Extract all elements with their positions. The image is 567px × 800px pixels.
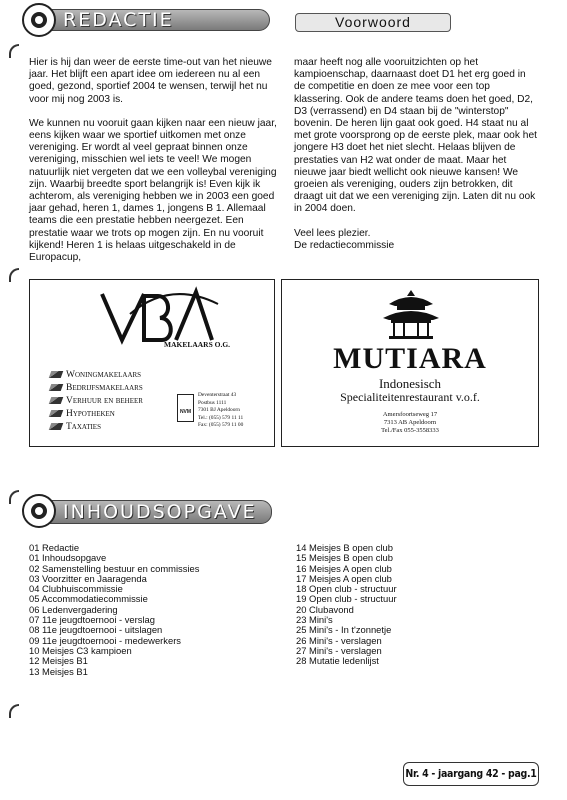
volleyball-icon xyxy=(22,3,56,37)
service-label: Hypotheken xyxy=(66,408,115,419)
address-line: 7313 AB Apeldoorn xyxy=(383,419,437,426)
toc-item: 01 Redactie xyxy=(29,542,80,553)
volleyball-icon xyxy=(22,494,56,528)
toc-item: 23 Mini's xyxy=(296,614,333,626)
list-item xyxy=(50,394,143,407)
address-line: Fax: (055) 579 11 00 xyxy=(198,422,244,428)
toc-item: 10 Meisjes C3 kampioen xyxy=(29,644,132,656)
nvm-label: NVM xyxy=(179,409,192,415)
bullet-icon xyxy=(49,371,64,378)
toc-item: 05 Accommodatiecommissie xyxy=(29,593,148,605)
service-label: Woningmakelaars xyxy=(66,369,142,380)
address-line: 7301 BJ Apeldoorn xyxy=(198,407,240,413)
mutiara-subtitle-2: Specialiteitenrestaurant v.o.f. xyxy=(340,390,480,404)
punch-hole xyxy=(9,490,19,504)
toc-item: 15 Meisjes B open club xyxy=(296,552,393,564)
toc-item: 19 Open club - structuur xyxy=(296,593,397,605)
list-item xyxy=(50,407,143,420)
toc-item: 12 Meisjes B1 xyxy=(29,655,88,667)
service-label: Verhuur en beheer xyxy=(66,395,143,406)
punch-hole xyxy=(9,44,19,58)
toc-item: 17 Meisjes A open club xyxy=(296,572,392,584)
toc-item: 09 11e jeugdtoernooi - medewerkers xyxy=(29,634,181,646)
punch-hole xyxy=(9,268,19,282)
toc-item: 20 Clubavond xyxy=(296,603,354,615)
toc-item: 04 Clubhuiscommissie xyxy=(29,583,123,595)
bullet-icon xyxy=(49,384,64,391)
editorial-right-column xyxy=(294,57,539,252)
paragraph: maar heeft nog alle vooruitzichten op het kampioenschap, daarnaast doet D1 het erg goed in de competitie en doen ze mee voor een top klassering. Ook de andere teams doen het goed, D2, D3 (verrassend) en D4 staan bij de "winterstop" bovenin. De heren lijn gaat ook goed. H4 staat nu al met grote voorsprong op de eerste plek, maar ook het jongere H3 doet het niet slecht. Helaas blijven de prestaties van H2 wat onder de maat. Maar het nieuwe jaar biedt wellicht ook nieuwe kansen! We groeien als vereniging, ouders zijn betrokken, dit draagt uit dat we een vereniging zijn. Laten dit nu ook in 2004 doen. xyxy=(294,57,537,215)
mutiara-name: MUTIARA xyxy=(333,342,487,375)
page-tab xyxy=(295,13,451,32)
punch-hole xyxy=(9,704,19,718)
vba-services-list xyxy=(50,368,143,433)
list-item xyxy=(50,420,143,433)
address-line: Deventerstraat 43 xyxy=(198,392,237,398)
signature: De redactiecommissie xyxy=(294,239,395,251)
toc-item: 28 Mutatie ledenlijst xyxy=(296,655,379,667)
tab-label: Voorwoord xyxy=(335,14,411,30)
vba-advertisement xyxy=(29,279,275,447)
toc-item: 01 Inhoudsopgave xyxy=(29,552,107,564)
bullet-icon xyxy=(49,397,64,404)
toc-item: 07 11e jeugdtoernooi - verslag xyxy=(29,614,155,626)
address-line: Postbus 1111 xyxy=(198,399,227,406)
pagoda-icon xyxy=(381,288,441,340)
bullet-icon xyxy=(49,410,64,417)
toc-item: 27 Mini's - verslagen xyxy=(296,644,382,656)
toc-item: 02 Samenstelling bestuur en commissies xyxy=(29,562,200,574)
toc-title: INHOUDSOPGAVE xyxy=(63,501,257,523)
vba-tagline: MAKELAARS O.G. xyxy=(164,340,231,349)
toc-left-list xyxy=(29,543,199,677)
vba-logo-graphic xyxy=(100,286,220,348)
vba-address xyxy=(198,392,243,430)
toc-right-list xyxy=(296,543,397,667)
page-footer xyxy=(403,762,539,786)
bullet-icon xyxy=(49,423,64,430)
list-item xyxy=(50,381,143,394)
closing-line: Veel lees plezier. xyxy=(294,227,371,239)
toc-banner xyxy=(40,500,272,524)
toc-item: 18 Open club - structuur xyxy=(296,583,397,595)
address-line: Amersfoortseweg 17 xyxy=(382,411,438,418)
service-label: Bedrijfsmakelaars xyxy=(66,382,143,393)
toc-item: 14 Meisjes B open club xyxy=(296,542,393,553)
toc-item: 26 Mini's - verslagen xyxy=(296,634,382,646)
toc-item: 08 11e jeugdtoernooi - uitslagen xyxy=(29,624,163,636)
address-line: Tel.: (055) 579 11 11 xyxy=(198,414,244,421)
vba-logo xyxy=(100,286,231,353)
section-title: REDACTIE xyxy=(63,9,174,31)
toc-item: 16 Meisjes A open club xyxy=(296,562,392,574)
mutiara-advertisement xyxy=(281,279,539,447)
toc-item: 25 Mini's - In t'zonnetje xyxy=(296,624,392,636)
editorial-left-column xyxy=(29,57,285,276)
mutiara-subtitle: Indonesisch xyxy=(378,376,442,391)
address-line: Tel./Fax 055-3558333 xyxy=(381,427,439,434)
toc-item: 13 Meisjes B1 xyxy=(29,665,88,677)
page-info: Nr. 4 - jaargang 42 - pag.1 xyxy=(405,768,537,780)
nvm-logo xyxy=(177,394,194,422)
list-item xyxy=(50,368,143,381)
service-label: Taxaties xyxy=(66,421,101,432)
paragraph: Hier is hij dan weer de eerste time-out van het nieuwe jaar. Het blijft een apart idee om iedereen nu al een goed, gezond, sportief 2004 te wensen, terwijl het nu voor mij nog 2003 is. xyxy=(29,57,272,105)
mutiara-address xyxy=(282,411,538,435)
toc-item: 06 Ledenvergadering xyxy=(29,603,118,615)
section-banner xyxy=(40,9,270,31)
paragraph: We kunnen nu vooruit gaan kijken naar een nieuw jaar, eens kijken waar we sportief uitkomen met onze vereniging. Er wordt al veel gepraat binnen onze vereniging, misschien wel iets te veel! We mogen natuurlijk niet vergeten dat we een volleybal vereniging zijn. Waarbij breedte sport belangrijk is! Even kijk ik achterom, als vereniging hebben we in 2003 een goed jaar gehad, heren 1, dames 1, jongens B 1. Allemaal teams die een prestatie hebben neergezet. Een prestatie waar we trots op mogen zijn. En nu vooruit kijkend! Heren 1 is helaas uitgeschakeld in de Europacup, xyxy=(29,117,277,264)
toc-item: 03 Voorzitter en Jaaragenda xyxy=(29,572,147,584)
